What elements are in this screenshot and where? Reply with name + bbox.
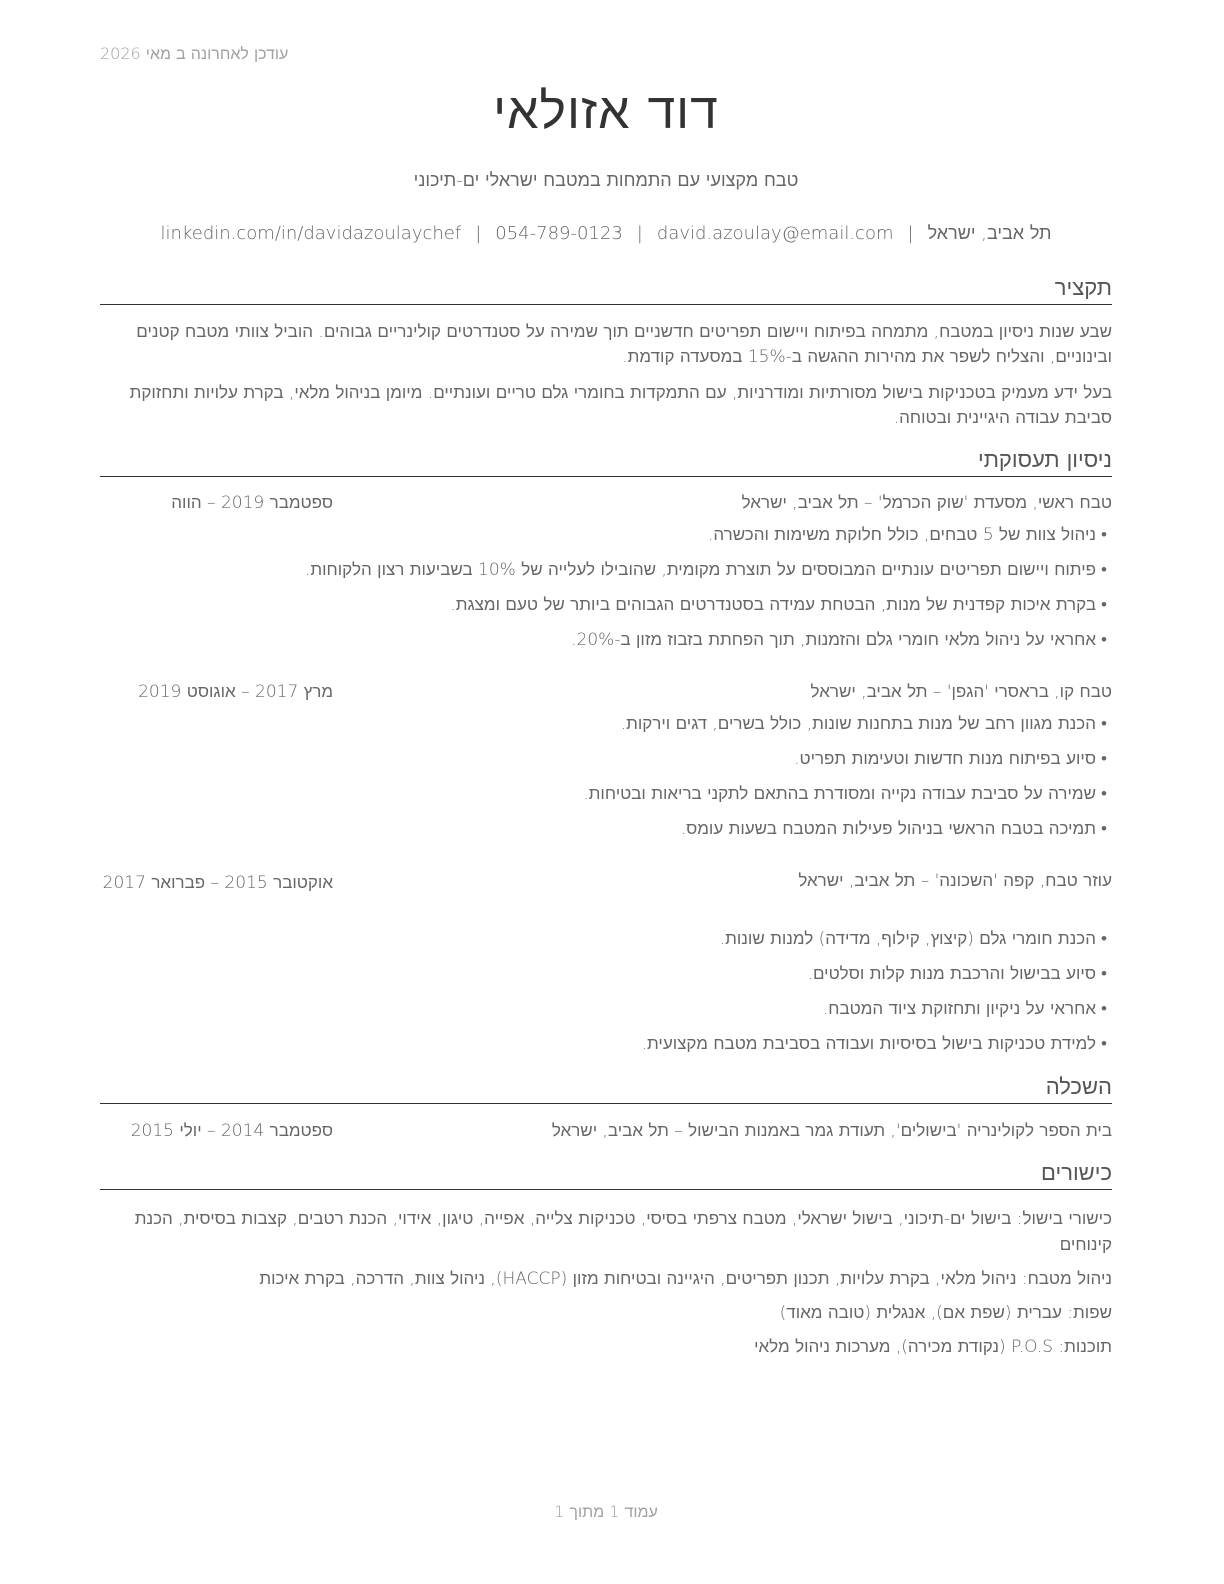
bullet-icon: • <box>1101 999 1107 1019</box>
contact-line <box>100 223 1112 244</box>
bullet-text: פיתוח ויישום תפריטים עונתיים המבוססים על תוצרת מקומית, שהובילו לעלייה של 10% בשביעות רצון הלקוחות. <box>304 560 1096 580</box>
contact-email[interactable]: david.azoulay@email.com <box>656 223 894 244</box>
bullet-icon: • <box>1101 595 1107 615</box>
list-item <box>100 783 1112 818</box>
list-item <box>100 998 1112 1033</box>
list-item <box>100 594 1112 629</box>
bullet-text: אחראי על ניהול מלאי חומרי גלם והזמנות, תוך הפחתת בזבוז מזון ב-20%. <box>571 630 1096 650</box>
section-title-summary: תקציר <box>100 276 1112 305</box>
list-item <box>100 963 1112 998</box>
job-dates: אוקטובר 2015 – פברואר 2017 <box>102 873 333 893</box>
contact-separator: | <box>475 223 482 244</box>
skill-line: כישורי בישול: בישול ים-תיכוני, בישול ישראלי, מטבח צרפתי בסיסי, טכניקות צלייה, אפייה, טיגון, אידוי, הכנת רטבים, קצבות בסיסית, הכנת קינוחים <box>134 1209 1112 1255</box>
bullet-text: הכנת מגוון רחב של מנות בתחנות שונות, כולל בשרים, דגים וירקות. <box>620 714 1096 734</box>
bullet-icon: • <box>1101 819 1107 839</box>
bullet-text: אחראי על ניקיון ותחזוקת ציוד המטבח. <box>822 999 1096 1019</box>
bullet-text: הכנת חומרי גלם (קיצוץ, קילוף, מדידה) למנות שונות. <box>719 929 1096 949</box>
list-item <box>100 713 1112 748</box>
bullet-text: ניהול צוות של 5 טבחים, כולל חלוקת משימות והכשרה. <box>707 525 1096 545</box>
list-item <box>100 748 1112 783</box>
bullet-text: שמירה על סביבת עבודה נקייה ומסודרת בהתאם לתקני בריאות ובטיחות. <box>583 784 1096 804</box>
section-title-skills: כישורים <box>100 1161 1112 1190</box>
job-role: טבח ראשי, מסעדת 'שוק הכרמל' – תל אביב, ישראל <box>741 493 1112 513</box>
job-bullets <box>100 928 1112 1068</box>
contact-separator: | <box>636 223 643 244</box>
resume-page <box>100 0 1112 1584</box>
list-item <box>100 559 1112 594</box>
candidate-name: דוד אזולאי <box>493 82 719 140</box>
list-item <box>100 524 1112 559</box>
skill-line: תוכנות: P.O.S (נקודת מכירה), מערכות ניהול מלאי <box>754 1337 1112 1357</box>
job-dates: מרץ 2017 – אוגוסט 2019 <box>138 682 333 702</box>
bullet-icon: • <box>1101 1034 1107 1054</box>
section-title-experience: ניסיון תעסוקתי <box>100 448 1112 477</box>
education-dates: ספטמבר 2014 – יולי 2015 <box>130 1121 333 1141</box>
summary-paragraph-1: שבע שנות ניסיון במטבח, מתמחה בפיתוח ויישום תפריטים חדשניים תוך שמירה על סטנדרטים קולינריים גבוהים. הוביל צוותי מטבח קטנים ובינוניים, והצליח לשפר את מהירות ההגשה ב-15% במסעדה קודמת. <box>136 322 1112 367</box>
job-role: טבח קו, בראסרי 'הגפן' – תל אביב, ישראל <box>810 682 1112 702</box>
bullet-icon: • <box>1101 630 1107 650</box>
bullet-icon: • <box>1101 560 1107 580</box>
skill-line: שפות: עברית (שפת אם), אנגלית (טובה מאוד) <box>779 1303 1112 1323</box>
contact-phone[interactable]: 054-789-0123 <box>495 223 623 244</box>
summary-paragraph-2: בעל ידע מעמיק בטכניקות בישול מסורתיות ומודרניות, עם התמקדות בחומרי גלם טריים ועונתיים. מיומן בניהול מלאי, בקרת עלויות ותחזוקת סביבת עבודה היגיינית ובטוחה. <box>129 383 1112 428</box>
section-title-education: השכלה <box>100 1075 1112 1104</box>
list-item <box>100 818 1112 853</box>
bullet-icon: • <box>1101 929 1107 949</box>
page-number: עמוד 1 מתוך 1 <box>554 1502 658 1521</box>
contact-linkedin[interactable]: linkedin.com/in/davidazoulaychef <box>160 223 462 244</box>
bullet-text: סיוע בפיתוח מנות חדשות וטעימות תפריט. <box>794 749 1096 769</box>
list-item <box>100 1033 1112 1068</box>
list-item <box>100 928 1112 963</box>
bullet-icon: • <box>1101 964 1107 984</box>
job-role: עוזר טבח, קפה 'השכונה' – תל אביב, ישראל <box>798 871 1112 891</box>
bullet-icon: • <box>1101 749 1107 769</box>
bullet-text: סיוע בבישול והרכבת מנות קלות וסלטים. <box>807 964 1096 984</box>
contact-separator: | <box>907 223 914 244</box>
education-school: בית הספר לקולינריה 'בישולים', תעודת גמר באמנות הבישול – תל אביב, ישראל <box>551 1121 1112 1141</box>
list-item <box>100 629 1112 664</box>
skill-line: ניהול מטבח: ניהול מלאי, בקרת עלויות, תכנון תפריטים, היגיינה ובטיחות מזון (HACCP), ניהול צוות, הדרכה, בקרת איכות <box>259 1269 1112 1289</box>
job-dates: ספטמבר 2019 – הווה <box>171 493 333 513</box>
tagline: טבח מקצועי עם התמחות במטבח ישראלי ים-תיכוני <box>413 170 799 191</box>
bullet-text: למידת טכניקות בישול בסיסיות ועבודה בסביבת מטבח מקצועית. <box>641 1034 1096 1054</box>
bullet-icon: • <box>1101 525 1107 545</box>
bullet-text: תמיכה בטבח הראשי בניהול פעילות המטבח בשעות עומס. <box>680 819 1096 839</box>
job-bullets <box>100 524 1112 664</box>
last-updated: עודכן לאחרונה ב מאי 2026 <box>100 44 289 63</box>
job-bullets <box>100 713 1112 853</box>
bullet-text: בקרת איכות קפדנית של מנות, הבטחת עמידה בסטנדרטים הגבוהים ביותר של טעם ומצגת. <box>450 595 1096 615</box>
contact-location: תל אביב, ישראל <box>927 223 1052 244</box>
bullet-icon: • <box>1101 714 1107 734</box>
bullet-icon: • <box>1101 784 1107 804</box>
